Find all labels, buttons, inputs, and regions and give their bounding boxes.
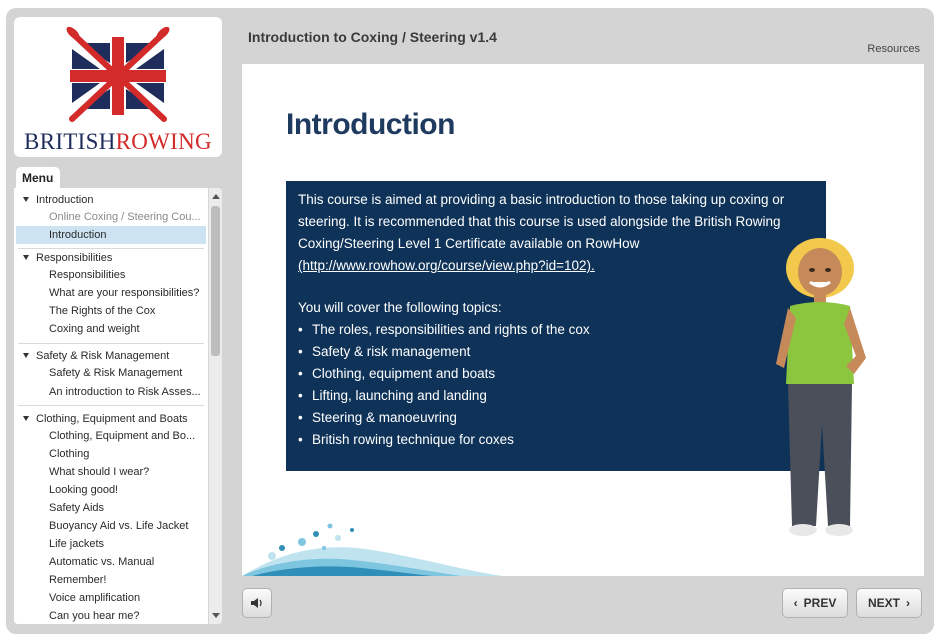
divider bbox=[18, 343, 204, 344]
resources-link[interactable]: Resources bbox=[867, 43, 920, 55]
speaker-icon bbox=[250, 597, 264, 609]
menu-scrollbar[interactable] bbox=[208, 188, 222, 624]
scroll-down-icon[interactable] bbox=[212, 613, 220, 618]
menu-section-clothing[interactable]: Clothing, Equipment and Boats bbox=[16, 410, 206, 428]
topic-item: • The roles, responsibilities and rights of the cox bbox=[298, 319, 814, 341]
menu-section-safety[interactable]: Safety & Risk Management bbox=[16, 347, 206, 365]
scroll-thumb[interactable] bbox=[211, 206, 220, 356]
menu-item[interactable]: The Rights of the Cox bbox=[49, 305, 156, 317]
menu-item-active[interactable]: Introduction bbox=[16, 226, 206, 244]
menu-item[interactable]: Responsibilities bbox=[49, 269, 126, 281]
menu-item[interactable]: Automatic vs. Manual bbox=[49, 556, 155, 568]
divider bbox=[18, 405, 204, 406]
topic-item: • Lifting, launching and landing bbox=[298, 385, 814, 407]
menu-panel bbox=[14, 188, 222, 624]
scroll-up-icon[interactable] bbox=[212, 194, 220, 199]
slide-title: Introduction bbox=[286, 108, 455, 141]
menu-item[interactable]: What are your responsibilities? bbox=[49, 287, 200, 299]
course-title: Introduction to Coxing / Steering v1.4 bbox=[248, 29, 497, 45]
next-button[interactable]: NEXT › bbox=[856, 588, 922, 618]
menu-tab[interactable]: Menu bbox=[16, 167, 60, 189]
rowhow-link[interactable]: (http://www.rowhow.org/course/view.php?id=102). bbox=[298, 258, 595, 273]
menu-item[interactable]: Life jackets bbox=[49, 538, 105, 550]
content-box bbox=[286, 181, 826, 471]
caret-down-icon bbox=[23, 255, 29, 260]
menu-item[interactable]: Looking good! bbox=[49, 484, 119, 496]
topic-list bbox=[298, 319, 814, 451]
menu-item[interactable]: An introduction to Risk Asses... bbox=[49, 386, 201, 398]
instructor-character bbox=[770, 234, 870, 544]
audio-button[interactable] bbox=[242, 588, 272, 618]
menu-item[interactable]: What should I wear? bbox=[49, 466, 150, 478]
prev-button[interactable]: ‹ PREV bbox=[782, 588, 848, 618]
topic-item: • Safety & risk management bbox=[298, 341, 814, 363]
menu-item[interactable]: Safety & Risk Management bbox=[49, 367, 183, 379]
menu-item[interactable]: Voice amplification bbox=[49, 592, 141, 604]
menu-item[interactable]: Safety Aids bbox=[49, 502, 105, 514]
menu-item[interactable]: Buoyancy Aid vs. Life Jacket bbox=[49, 520, 189, 532]
menu-section-introduction[interactable]: Introduction bbox=[16, 191, 206, 209]
topic-item: • Clothing, equipment and boats bbox=[298, 363, 814, 385]
union-flag-oars-icon bbox=[64, 27, 172, 125]
chevron-left-icon: ‹ bbox=[793, 596, 798, 610]
brand-wordmark: BRITISHROWING bbox=[24, 129, 212, 154]
chevron-right-icon: › bbox=[906, 596, 910, 610]
intro-paragraph: This course is aimed at providing a basic introduction to those taking up coxing or steering. It is recommended that this course is used alongside the British Rowing Coxing/Steering Level 1 Certificate available on RowHow (http://www.rowhow.org/course/view.php?id=102). bbox=[298, 192, 785, 273]
menu-item[interactable]: Coxing and weight bbox=[49, 323, 140, 335]
caret-down-icon bbox=[23, 353, 29, 358]
caret-down-icon bbox=[23, 197, 29, 202]
water-splash-graphic bbox=[242, 512, 502, 576]
topic-item: • British rowing technique for coxes bbox=[298, 429, 814, 451]
menu-item[interactable]: Can you hear me? bbox=[49, 610, 140, 622]
menu-section-responsibilities[interactable]: Responsibilities bbox=[16, 249, 206, 267]
menu-item[interactable]: Online Coxing / Steering Cou... bbox=[49, 211, 201, 223]
bottom-bar bbox=[242, 580, 924, 624]
topics-heading: You will cover the following topics: bbox=[298, 300, 502, 315]
menu-item[interactable]: Clothing, Equipment and Bo... bbox=[49, 430, 196, 442]
topic-item: • Steering & manoeuvring bbox=[298, 407, 814, 429]
menu-item[interactable]: Remember! bbox=[49, 574, 107, 586]
slide-area bbox=[242, 64, 924, 576]
caret-down-icon bbox=[23, 416, 29, 421]
logo bbox=[14, 17, 222, 157]
menu-item[interactable]: Clothing bbox=[49, 448, 90, 460]
